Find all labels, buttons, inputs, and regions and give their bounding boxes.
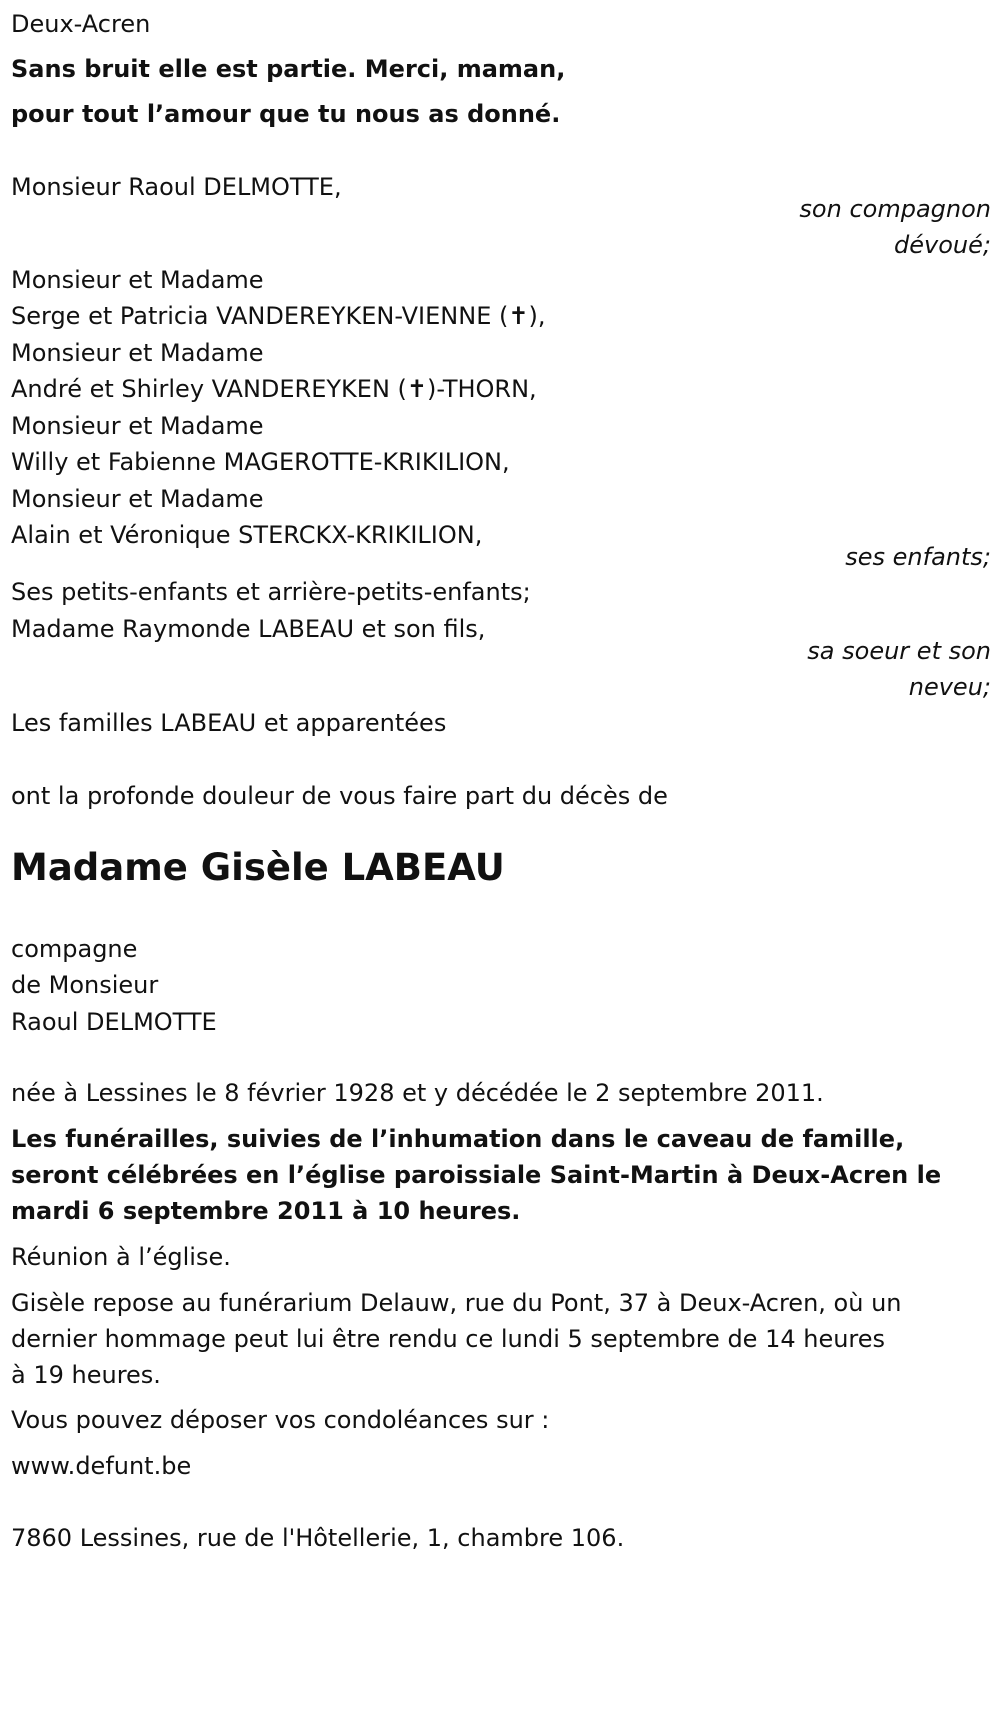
children-line: Monsieur et Madame xyxy=(11,412,264,440)
companion-role-line-1: son compagnon xyxy=(799,195,991,223)
viewing-line: Gisèle repose au funérarium Delauw, rue du Pont, 37 à Deux-Acren, où un xyxy=(11,1289,902,1317)
meeting-line: Réunion à l’église. xyxy=(11,1243,231,1271)
announcement-line: ont la profonde douleur de vous faire part du décès de xyxy=(11,782,668,810)
sister-role-line-1: sa soeur et son xyxy=(807,637,991,665)
companion-role-line-2: dévoué; xyxy=(894,231,991,259)
condolences-website[interactable]: www.defunt.be xyxy=(11,1452,192,1480)
birth-death-line: née à Lessines le 8 février 1928 et y décédée le 2 septembre 2011. xyxy=(11,1079,824,1107)
viewing-line: à 19 heures. xyxy=(11,1361,161,1389)
condolences-line: Vous pouvez déposer vos condoléances sur : xyxy=(11,1406,550,1434)
companion-name: Monsieur Raoul DELMOTTE, xyxy=(11,173,342,201)
funeral-line: Les funérailles, suivies de l’inhumation dans le caveau de famille, xyxy=(11,1125,905,1153)
quote-line-1: Sans bruit elle est partie. Merci, maman, xyxy=(11,55,566,83)
funeral-line: mardi 6 septembre 2011 à 10 heures. xyxy=(11,1197,521,1225)
relation-line: Raoul DELMOTTE xyxy=(11,1008,217,1036)
children-line: Monsieur et Madame xyxy=(11,485,264,513)
sister-role-line-2: neveu; xyxy=(908,673,991,701)
children-line: Alain et Véronique STERCKX-KRIKILION, xyxy=(11,521,483,549)
obituary-document xyxy=(11,0,991,1723)
children-line: Willy et Fabienne MAGEROTTE-KRIKILION, xyxy=(11,448,510,476)
viewing-line: dernier hommage peut lui être rendu ce lundi 5 septembre de 14 heures xyxy=(11,1325,886,1353)
location-header: Deux-Acren xyxy=(11,10,151,38)
sister-name: Madame Raymonde LABEAU et son fils, xyxy=(11,615,486,643)
grandchildren-line: Ses petits-enfants et arrière-petits-enfants; xyxy=(11,578,531,606)
address-line: 7860 Lessines, rue de l'Hôtellerie, 1, chambre 106. xyxy=(11,1524,625,1552)
families-line: Les familles LABEAU et apparentées xyxy=(11,709,447,737)
relation-line: compagne xyxy=(11,935,138,963)
children-role: ses enfants; xyxy=(845,543,991,571)
children-line: André et Shirley VANDEREYKEN (✝)-THORN, xyxy=(11,375,537,403)
quote-line-2: pour tout l’amour que tu nous as donné. xyxy=(11,100,561,128)
children-line: Serge et Patricia VANDEREYKEN-VIENNE (✝), xyxy=(11,302,546,330)
children-line: Monsieur et Madame xyxy=(11,266,264,294)
deceased-name: Madame Gisèle LABEAU xyxy=(11,846,505,889)
children-line: Monsieur et Madame xyxy=(11,339,264,367)
relation-line: de Monsieur xyxy=(11,971,159,999)
funeral-line: seront célébrées en l’église paroissiale Saint-Martin à Deux-Acren le xyxy=(11,1161,942,1189)
